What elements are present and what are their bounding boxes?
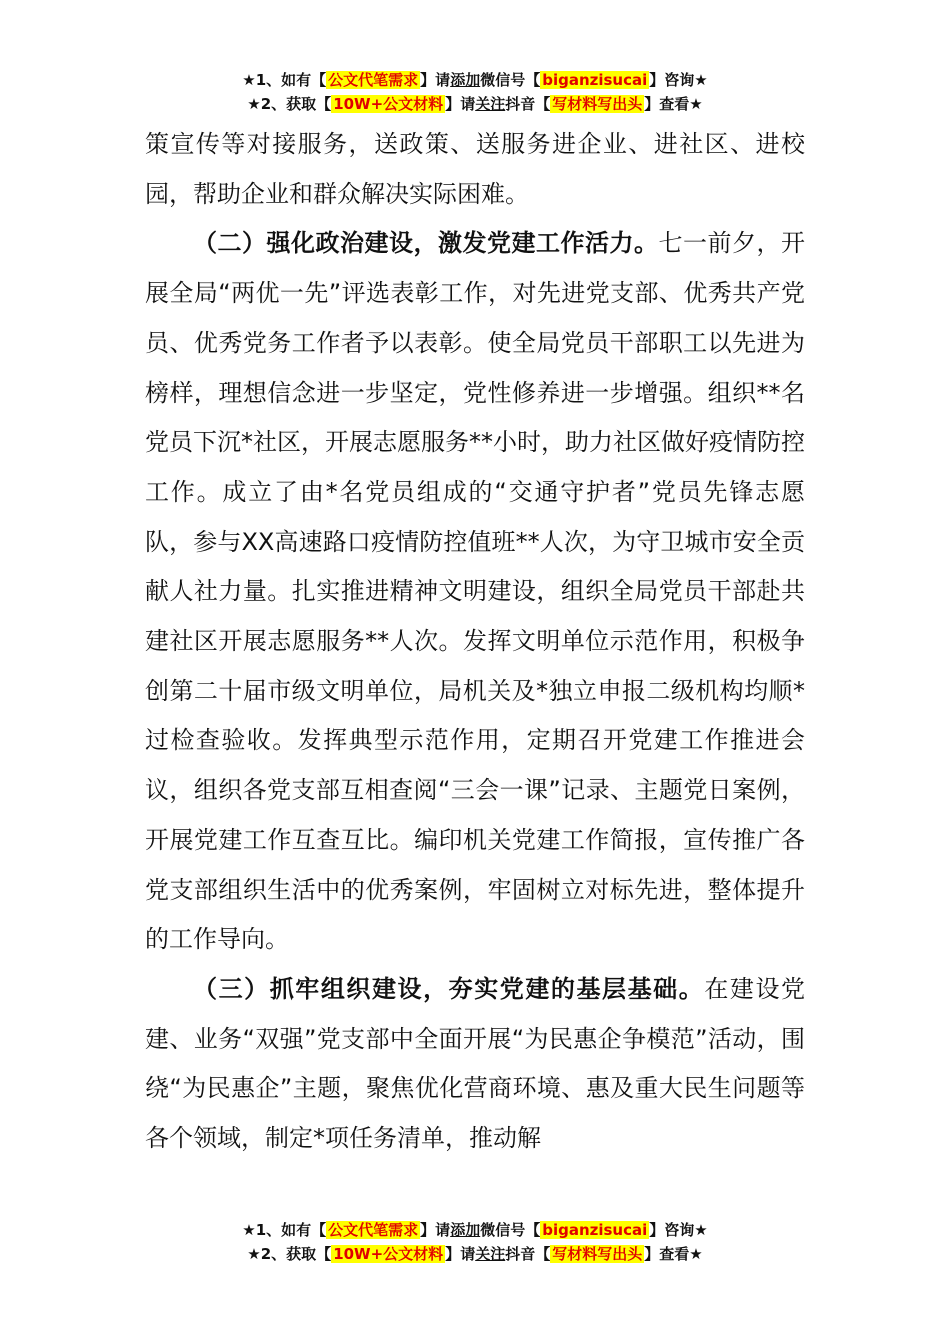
document-body [145,120,805,1164]
banner-line-2: ★2、获取【 10W+公文材料 】请关注抖音【 写材料写出头 】查看★ [247,1245,703,1263]
section-3-body: 在建设党建、业务“双强”党支部中全面开展“为民惠企争模范”活动，围绕“为民惠企”主题，聚焦优化营商环境、惠及重大民生问题等各个领域，制定*项任务清单，推动解 [145,974,806,1153]
section-3-paragraph [145,965,805,1164]
banner-line-2: ★2、获取【 10W+公文材料 】请关注抖音【 写材料写出头 】查看★ [247,95,703,113]
footer-banner [0,1218,950,1266]
section-2-paragraph [145,219,805,965]
paragraph-continued: 策宣传等对接服务，送政策、送服务进企业、进社区、进校园，帮助企业和群众解决实际困难。 [145,130,805,208]
banner-line-1: ★1、如有【 公文代笔需求 】请添加微信号【 biganzisucai 】咨询★ [242,71,708,89]
section-2-heading: （二）强化政治建设，激发党建工作活力。 [193,229,659,258]
banner-line-1: ★1、如有【 公文代笔需求 】请添加微信号【 biganzisucai 】咨询★ [242,1221,708,1239]
header-banner [0,68,950,116]
section-3-heading: （三）抓牢组织建设，夯实党建的基层基础。 [193,974,705,1003]
section-2-body: 七一前夕，开展全局“两优一先”评选表彰工作，对先进党支部、优秀共产党员、优秀党务工作者予以表彰。使全局党员干部职工以先进为榜样，理想信念进一步坚定，党性修养进一步增强。组织**名党员下沉*社区，开展志愿服务**小时，助力社区做好疫情防控工作。成立了由*名党员组成的“交通守护者”党员先锋志愿队，参与XX高速路口疫情防控值班**人次，为守卫城市安全贡献人社力量。扎实推进精神文明建设，组织全局党员干部赴共建社区开展志愿服务**人次。发挥文明单位示范作用，积极争创第二十届市级文明单位，局机关及*独立申报二级机构均顺*过检查验收。发挥典型示范作用，定期召开党建工作推进会议，组织各党支部互相查阅“三会一课”记录、主题党日案例，开展党建工作互查互比。编印机关党建工作简报，宣传推广各党支部组织生活中的优秀案例，牢固树立对标先进，整体提升的工作导向。 [145,229,805,954]
